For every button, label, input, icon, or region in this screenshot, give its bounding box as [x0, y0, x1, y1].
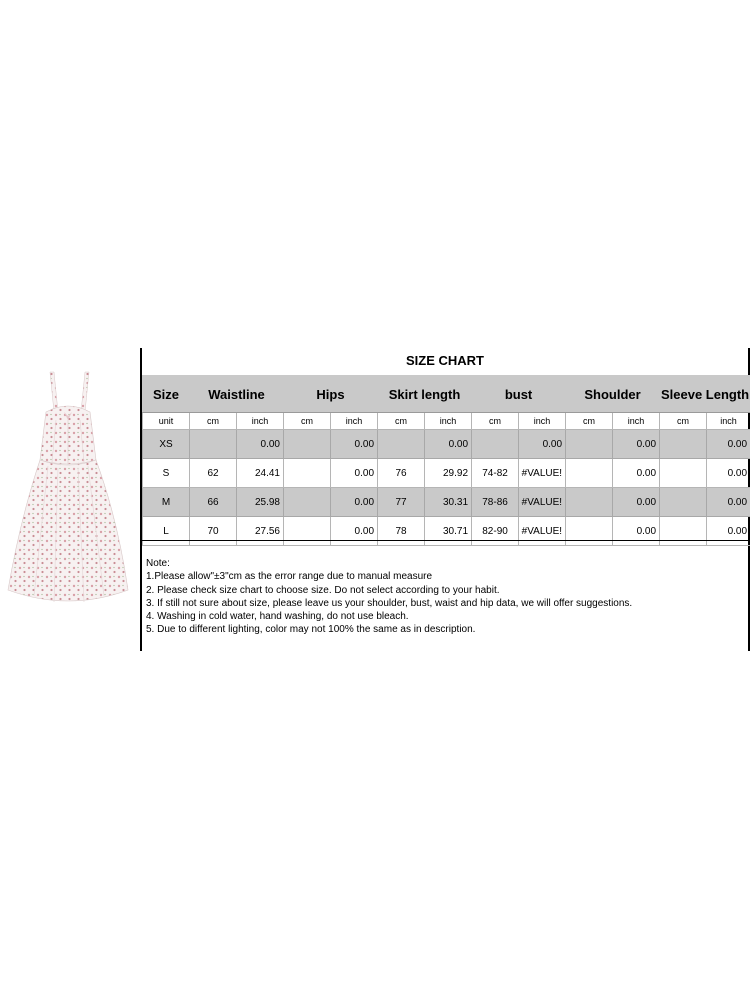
table-header-row: [143, 376, 750, 413]
table-cell: 27.56: [237, 517, 284, 546]
unit-cell: inch: [237, 413, 284, 430]
size-table: [142, 375, 750, 546]
table-cell: 0.00: [707, 517, 750, 546]
unit-cell: inch: [425, 413, 472, 430]
table-cell: [190, 430, 237, 459]
table-cell: 0.00: [613, 517, 660, 546]
header-shoulder: Shoulder: [566, 376, 660, 413]
table-cell: [660, 430, 707, 459]
table-cell: 0.00: [707, 430, 750, 459]
table-cell: 76: [378, 459, 425, 488]
unit-cell: unit: [143, 413, 190, 430]
table-cell: 82-90: [472, 517, 519, 546]
table-cell: 25.98: [237, 488, 284, 517]
unit-cell: inch: [707, 413, 750, 430]
table-cell: [660, 517, 707, 546]
unit-cell: cm: [660, 413, 707, 430]
table-cell: 0.00: [331, 517, 378, 546]
table-row-l: [143, 517, 750, 546]
notes-section: [146, 557, 632, 637]
table-cell: 0.00: [613, 459, 660, 488]
table-cell: [378, 430, 425, 459]
size-cell: XS: [143, 430, 190, 459]
table-cell: 0.00: [425, 430, 472, 459]
note-line: 4. Washing in cold water, hand washing, do not use bleach.: [146, 611, 409, 623]
table-cell: 0.00: [331, 488, 378, 517]
unit-cell: cm: [378, 413, 425, 430]
header-waistline: Waistline: [190, 376, 284, 413]
header-hips: Hips: [284, 376, 378, 413]
table-cell: 62: [190, 459, 237, 488]
unit-cell: cm: [566, 413, 613, 430]
table-row-xs: [143, 430, 750, 459]
table-cell: [660, 488, 707, 517]
note-line: 2. Please check size chart to choose size. Do not select according to your habit.: [146, 584, 500, 596]
table-cell: 0.00: [613, 488, 660, 517]
unit-cell: cm: [472, 413, 519, 430]
table-cell: #VALUE!: [519, 488, 566, 517]
dress-illustration: [0, 350, 135, 630]
header-skirt-length: Skirt length: [378, 376, 472, 413]
note-line: 3. If still not sure about size, please leave us your shoulder, bust, waist and hip data, we will offer suggestions.: [146, 597, 633, 609]
table-cell: [566, 488, 613, 517]
unit-cell: cm: [284, 413, 331, 430]
table-cell: [566, 459, 613, 488]
table-cell: 30.71: [425, 517, 472, 546]
table-cell: [472, 430, 519, 459]
table-cell: [566, 430, 613, 459]
size-cell: S: [143, 459, 190, 488]
table-cell: [284, 517, 331, 546]
table-unit-row: [143, 413, 750, 430]
header-sleeve-length: Sleeve Length: [660, 376, 750, 413]
table-cell: 0.00: [237, 430, 284, 459]
size-cell: M: [143, 488, 190, 517]
table-cell: 0.00: [331, 430, 378, 459]
table-cell: 0.00: [707, 459, 750, 488]
table-row-s: [143, 459, 750, 488]
table-cell: 0.00: [519, 430, 566, 459]
unit-cell: inch: [613, 413, 660, 430]
table-cell: 24.41: [237, 459, 284, 488]
size-chart: [140, 348, 750, 651]
note-heading: Note:: [146, 558, 170, 569]
table-cell: [660, 459, 707, 488]
table-cell: [284, 459, 331, 488]
table-row-m: [143, 488, 750, 517]
table-cell: 0.00: [331, 459, 378, 488]
table-cell: 78: [378, 517, 425, 546]
note-line: 1.Please allow"±3"cm as the error range due to manual measure: [146, 571, 433, 583]
table-cell: [284, 488, 331, 517]
table-cell: 70: [190, 517, 237, 546]
table-cell: #VALUE!: [519, 517, 566, 546]
table-cell: 77: [378, 488, 425, 517]
table-cell: 78-86: [472, 488, 519, 517]
size-cell: L: [143, 517, 190, 546]
chart-title: SIZE CHART: [406, 353, 484, 368]
header-size: Size: [143, 376, 190, 413]
table-cell: [284, 430, 331, 459]
unit-cell: inch: [331, 413, 378, 430]
table-cell: #VALUE!: [519, 459, 566, 488]
notes-divider: [142, 540, 748, 541]
table-cell: 74-82: [472, 459, 519, 488]
product-image-dress: [0, 350, 135, 630]
unit-cell: cm: [190, 413, 237, 430]
table-cell: 0.00: [613, 430, 660, 459]
table-cell: 29.92: [425, 459, 472, 488]
table-cell: 0.00: [707, 488, 750, 517]
table-cell: 30.31: [425, 488, 472, 517]
header-bust: bust: [472, 376, 566, 413]
table-cell: 66: [190, 488, 237, 517]
table-cell: [566, 517, 613, 546]
note-line: 5. Due to different lighting, color may not 100% the same as in description.: [146, 624, 476, 636]
unit-cell: inch: [519, 413, 566, 430]
